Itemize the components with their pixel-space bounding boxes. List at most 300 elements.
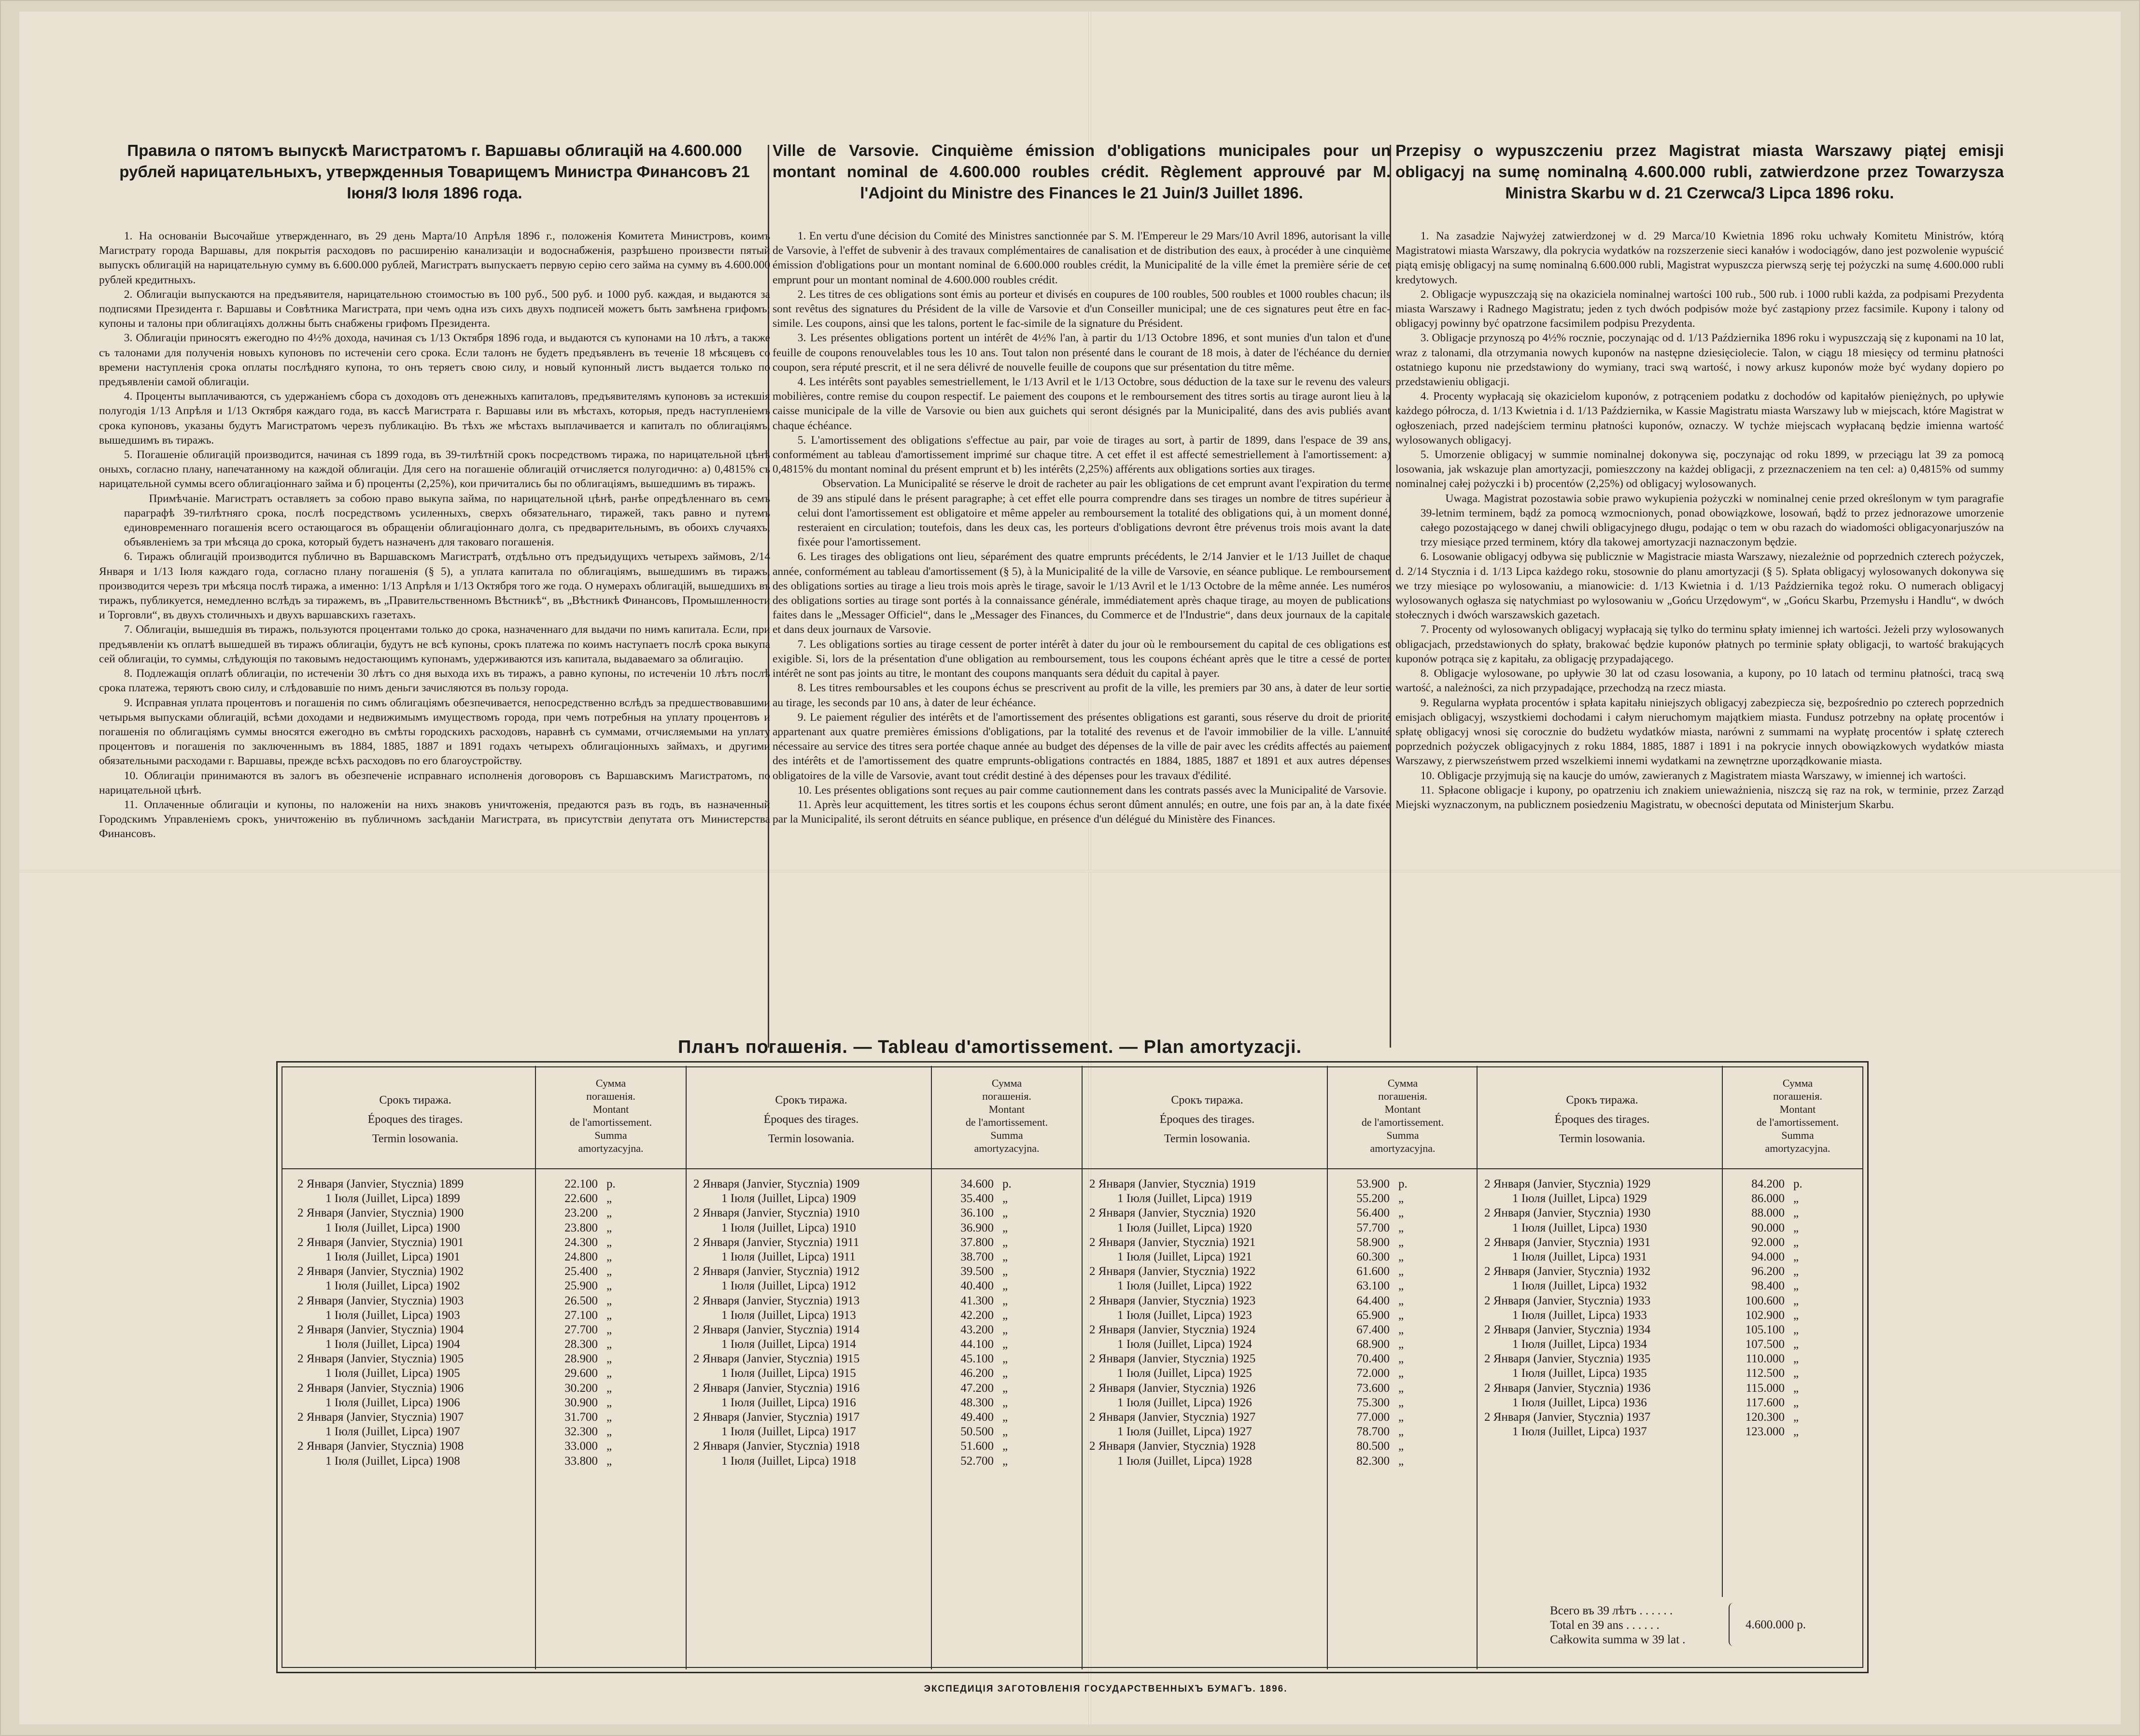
amount-value: 90.000 xyxy=(1751,1221,1785,1234)
amount-value: 29.600 xyxy=(564,1367,598,1380)
paragraph: 1. En vertu d'une décision du Comité des Ministres sanctionnée par S. M. l'Empereur le 29 Mars/10 Avril 1896, autorisant la ville de Varsovie, à l'effet de subvenir à des travaux complémentaires de canalisation et de distribution des eaux, à procéder à une cinquième émission d'obligations pour un montant nominal de 6.600.000 roubles crédit, la Municipalité de la ville émet la première série de cet emprunt pour un montant nominal de 4.600.000 roubles crédit. xyxy=(773,230,1391,286)
draw-date-row: 1 Іюля (Juillet, Lipca) 1918 xyxy=(721,1454,856,1468)
total-amount: 4.600.000 р. xyxy=(1746,1618,1806,1631)
draw-date-row: 2 Января (Janvier, Stycznia) 1930 xyxy=(1484,1206,1651,1220)
amount-value: 24.300 xyxy=(564,1235,598,1249)
draw-date-row: 2 Января (Janvier, Stycznia) 1927 xyxy=(1089,1411,1256,1424)
draw-date-row: 1 Іюля (Juillet, Lipca) 1919 xyxy=(1117,1192,1252,1205)
amount-ditto: „ xyxy=(1398,1323,1404,1336)
header-line: amortyzacyjna. xyxy=(974,1142,1040,1154)
amortization-table-title: Планъ погашенія. — Tableau d'amortissement. — Plan amortyzacji. xyxy=(677,1037,1302,1057)
amount-value: 107.500 xyxy=(1745,1338,1785,1351)
amount-ditto: „ xyxy=(1398,1279,1404,1293)
amount-value: 25.400 xyxy=(564,1265,598,1278)
paragraph: 6. Les tirages des obligations ont lieu, séparément des quatre emprunts précédents, le 2/14 Janvier et le 1/13 Juillet de chaque année, conformément au tableau d'amortissement (§ 5), à la Municipalité de la ville de Varsovie, en séance publique. Le remboursement des obligations sorties au tirage a lieu trois mois après le tirage, savoir le 1/13 Avril et le 1/13 Octobre de la même année. Les numéros des obligations sorties au tirage sont portés à la connaissance générale, immédiatement après chaque tirage, au moyen de publications faites dans le „Messager Officiel“, dans le „Messager des Finances, du Commerce et de l'Industrie“, dans deux journaux de la capitale et dans deux journaux de Varsovie. xyxy=(773,550,1391,636)
amount-ditto: „ xyxy=(1793,1425,1799,1439)
header-line: погашенія. xyxy=(1378,1090,1427,1102)
draw-date-row: 1 Іюля (Juillet, Lipca) 1913 xyxy=(721,1308,856,1322)
amount-ditto: „ xyxy=(1002,1367,1008,1380)
draw-date-row: 1 Іюля (Juillet, Lipca) 1902 xyxy=(325,1279,460,1293)
paragraph: 7. Les obligations sorties au tirage cessent de porter intérêt à dater du jour où le remboursement du capital de ces obligations est exigible. Si, lors de la présentation d'une obligation au remboursement, tous les coupons échéant après que le titre a cessé de porter intérêt ne sont pas joints au titre, le montant des coupons manquants sera déduit du capital à payer. xyxy=(773,638,1391,680)
amount-ditto: „ xyxy=(1398,1294,1404,1307)
draw-date-row: 2 Января (Janvier, Stycznia) 1936 xyxy=(1484,1381,1651,1395)
amount-ditto: „ xyxy=(1793,1411,1799,1424)
amount-value: 63.100 xyxy=(1356,1279,1390,1293)
draw-date-row: 2 Января (Janvier, Stycznia) 1929 xyxy=(1484,1177,1651,1190)
header-line: Сумма xyxy=(1387,1077,1418,1089)
paragraph: 6. Losowanie obligacyj odbywa się publicznie w Magistracie miasta Warszawy, niezależnie od poprzednich czterech pożyczek, d. 2/14 Stycznia i d. 1/13 Lipca każdego roku, stosownie do planu amortyzacji (§ 5). Spłata obligacyj wylosowanych dokonywa się we trzy miesiące po wylosowaniu, a mianowicie: d. 1/13 Kwietnia i d. 1/13 Października tegoż roku. O numerach obligacyj wylosowanych ogłasza się natychmiast po wylosowaniu w „Gońcu Urzędowym“, w „Gońcu Skarbu, Przemysłu i Handlu“, w dwóch stołecznych i dwóch warszawskich gazetach. xyxy=(1395,550,2004,622)
draw-date-row: 1 Іюля (Juillet, Lipca) 1899 xyxy=(325,1192,460,1205)
amount-value: 42.200 xyxy=(960,1308,994,1322)
draw-date-row: 1 Іюля (Juillet, Lipca) 1927 xyxy=(1117,1425,1252,1439)
amount-value: 68.900 xyxy=(1356,1338,1390,1351)
amount-value: 102.900 xyxy=(1745,1308,1785,1322)
amount-ditto: „ xyxy=(606,1279,612,1293)
amount-unit: р. xyxy=(606,1177,616,1190)
header-line: Срокъ тиража. xyxy=(379,1094,451,1106)
amount-value: 115.000 xyxy=(1746,1381,1785,1395)
amount-ditto: „ xyxy=(606,1338,612,1351)
draw-date-row: 2 Января (Janvier, Stycznia) 1907 xyxy=(297,1411,464,1424)
amount-value: 46.200 xyxy=(960,1367,994,1380)
paragraph: 2. Облигаціи выпускаются на предъявителя, нарицательною стоимостью въ 100 руб., 500 руб. и 1000 руб. каждая, и выдаются за подписями Президента г. Варшавы и Совѣтника Магистрата, при чемъ одна изъ сихъ двухъ подписей можетъ быть замѣнена грифомъ; купоны и талоны при облигаціяхъ должны быть снабжены грифомъ Президента. xyxy=(99,288,770,330)
amount-value: 45.100 xyxy=(960,1352,994,1366)
paragraph: 11. Après leur acquittement, les titres sortis et les coupons échus seront dûment annulés; en outre, une fois par an, à la date fixée par la Municipalité, ils seront détruits en séance publique, en présence d'un délégué du Ministère des Finances. xyxy=(773,798,1391,826)
total-label-fr: Total en 39 ans . . . . . . xyxy=(1550,1619,1660,1632)
draw-date-row: 2 Января (Janvier, Stycznia) 1900 xyxy=(297,1206,464,1220)
draw-date-row: 1 Іюля (Juillet, Lipca) 1903 xyxy=(325,1308,460,1322)
amount-value: 92.000 xyxy=(1751,1235,1785,1249)
draw-date-row: 2 Января (Janvier, Stycznia) 1914 xyxy=(693,1323,860,1336)
amount-ditto: „ xyxy=(1793,1235,1799,1249)
paragraph: 5. L'amortissement des obligations s'effectue au pair, par voie de tirages au sort, à partir de 1899, dans l'espace de 39 ans, conformément au tableau d'amortissement imprimé sur chaque titre. A cet effet il est affecté semestriellement à l'amortissement: a) 0,4815% du montant nominal du présent emprunt et b) les intérêts (2,25%) afférents aux obligations sorties aux tirages. xyxy=(773,434,1391,476)
draw-date-row: 1 Іюля (Juillet, Lipca) 1905 xyxy=(325,1367,460,1380)
draw-date-row: 1 Іюля (Juillet, Lipca) 1924 xyxy=(1117,1338,1252,1351)
draw-date-row: 2 Января (Janvier, Stycznia) 1925 xyxy=(1089,1352,1256,1366)
draw-date-row: 2 Января (Janvier, Stycznia) 1923 xyxy=(1089,1294,1256,1307)
amount-value: 117.600 xyxy=(1746,1396,1785,1409)
amount-ditto: „ xyxy=(1398,1265,1404,1278)
draw-date-row: 2 Января (Janvier, Stycznia) 1916 xyxy=(693,1381,860,1395)
draw-date-row: 1 Іюля (Juillet, Lipca) 1931 xyxy=(1512,1250,1647,1263)
amount-value: 88.000 xyxy=(1751,1206,1785,1220)
amount-ditto: „ xyxy=(1398,1221,1404,1234)
amount-ditto: „ xyxy=(1002,1235,1008,1249)
draw-date-row: 1 Іюля (Juillet, Lipca) 1930 xyxy=(1512,1221,1647,1234)
draw-date-row: 1 Іюля (Juillet, Lipca) 1915 xyxy=(721,1367,856,1380)
amount-ditto: „ xyxy=(1002,1425,1008,1439)
draw-date-row: 2 Января (Janvier, Stycznia) 1911 xyxy=(693,1235,859,1249)
amount-value: 123.000 xyxy=(1745,1425,1785,1439)
amount-ditto: „ xyxy=(606,1440,612,1453)
amount-ditto: „ xyxy=(1793,1279,1799,1293)
note-paragraph: Примѣчаніе. Магистратъ оставляетъ за собою право выкупа займа, по нарицательной цѣнѣ, ранѣе опредѣленнаго въ семъ параграфѣ 39-тилѣтняго срока, послѣ посредствомъ усиленныхъ, сверхъ обязательнаго, тиражей, такъ равно и путемъ единовременнаго погашенія всего остающагося въ обращеніи облигаціоннаго долга, съ предварительнымъ, въ обоихъ случаяхъ, объявленіемъ за три мѣсяца до срока, который будетъ назначенъ для таковаго погашенія. xyxy=(124,492,770,549)
amount-value: 25.900 xyxy=(564,1279,598,1293)
amount-ditto: „ xyxy=(1002,1440,1008,1453)
paragraph: 4. Проценты выплачиваются, съ удержаніемъ сбора съ доходовъ отъ денежныхъ капиталовъ, предъявителямъ купоновъ за истекшія полугодія 1/13 Апрѣля и 1/13 Октября каждаго года, въ кассѣ Магистрата г. Варшавы или въ мѣстахъ, которыя, предъ наступленіемъ срока купоновъ, указаны будутъ Магистратомъ черезъ публикацію. Въ тѣхъ же мѣстахъ выплачивается и капиталъ по облигаціямъ, вышедшимъ въ тиражъ. xyxy=(99,390,770,447)
header-line: Époques des tirages. xyxy=(1159,1113,1255,1126)
amount-value: 40.400 xyxy=(960,1279,994,1293)
amount-value: 27.100 xyxy=(564,1308,598,1322)
header-line: погашенія. xyxy=(982,1090,1031,1102)
header-line: Termin losowania. xyxy=(1559,1133,1646,1145)
draw-date-row: 2 Января (Janvier, Stycznia) 1934 xyxy=(1484,1323,1651,1336)
amount-value: 82.300 xyxy=(1356,1454,1390,1468)
draw-date-row: 1 Іюля (Juillet, Lipca) 1920 xyxy=(1117,1221,1252,1234)
amount-ditto: „ xyxy=(1793,1396,1799,1409)
printer-imprint: ЭКСПЕДИЦІЯ ЗАГОТОВЛЕНІЯ ГОСУДАРСТВЕННЫХЪ БУМАГЪ. 1896. xyxy=(924,1684,1288,1694)
header-line: de l'amortissement. xyxy=(1361,1116,1444,1128)
draw-date-row: 1 Іюля (Juillet, Lipca) 1921 xyxy=(1117,1250,1252,1263)
paragraph: 11. Spłacone obligacje i kupony, po opatrzeniu ich znakiem unieważnienia, niszczą się raz na rok, w terminie, przez Zarząd Miejski wyznaczonym, na publicznem posiedzeniu Magistratu, w obecności deputata od Ministerjum Skarbu. xyxy=(1395,784,2004,811)
amount-ditto: „ xyxy=(1398,1367,1404,1380)
amount-ditto: „ xyxy=(1398,1440,1404,1453)
paragraph: 2. Obligacje wypuszczają się na okaziciela nominalnej wartości 100 rub., 500 rub. i 1000 rubli każda, za podpisami Prezydenta miasta Warszawy i Radnego Magistratu; jeden z tych dwóch podpisów może być zastąpiony przez facsimile. Kupony i talony od obligacyj powinny być opatrzone facsimilem podpisu Prezydenta. xyxy=(1395,288,2004,330)
paragraph: 10. Les présentes obligations sont reçues au pair comme cautionnement dans les contrats passés avec la Municipalité de Varsovie. xyxy=(797,784,1387,797)
paragraph: 10. Obligacje przyjmują się na kaucje do umów, zawieranych z Magistratem miasta Warszawy, w imiennej ich wartości. xyxy=(1420,769,1966,782)
amount-ditto: „ xyxy=(1793,1192,1799,1205)
note-paragraph: Observation. La Municipalité se réserve le droit de racheter au pair les obligations de cet emprunt avant l'expiration du terme de 39 ans stipulé dans le présent paragraphe; à cet effet elle pourra comprendre dans ses tirages un nombre de titres supérieur à celui dont l'amortissement est obligatoire et même appeler au remboursement la totalité des obligations qui, à un moment donné, resteraient en circulation; toutefois, dans les deux cas, les porteurs d'obligations devront être prévenus trois mois avant la date fixée pour l'amortissement. xyxy=(797,477,1391,549)
draw-date-row: 1 Іюля (Juillet, Lipca) 1922 xyxy=(1117,1279,1252,1293)
amount-ditto: „ xyxy=(1793,1367,1799,1380)
draw-date-row: 2 Января (Janvier, Stycznia) 1906 xyxy=(297,1381,464,1395)
amount-ditto: „ xyxy=(1002,1294,1008,1307)
draw-date-row: 1 Іюля (Juillet, Lipca) 1916 xyxy=(721,1396,856,1409)
amount-ditto: „ xyxy=(606,1352,612,1366)
amount-value: 23.200 xyxy=(564,1206,598,1220)
amount-value: 120.300 xyxy=(1745,1411,1785,1424)
amount-value: 34.600 xyxy=(960,1177,994,1190)
amount-value: 43.200 xyxy=(960,1323,994,1336)
header-line: Сумма xyxy=(991,1077,1022,1089)
paragraph: 9. Исправная уплата процентовъ и погашенія по симъ облигаціямъ обезпечивается, непосредственно вслѣдъ за предшествовавшими четырьмя выпусками облигацій, всѣми доходами и недвижимымъ имуществомъ города, при чемъ потребныя на уплату процентовъ и погашенія по облигаціямъ суммы вносятся ежегодно въ смѣты городскихъ расходовъ, наравнѣ съ суммами, отчисляемыми на уплату процентовъ и погашенія по заключеннымъ въ 1884, 1885, 1887 и 1891 годахъ четырехъ облигаціонныхъ займахъ, и другими обязательными расходами г. Варшавы, прежде всѣхъ расходовъ по его благоустройству. xyxy=(99,696,770,768)
draw-date-row: 2 Января (Janvier, Stycznia) 1908 xyxy=(297,1440,464,1453)
amount-value: 72.000 xyxy=(1356,1367,1390,1380)
header-line: Montant xyxy=(592,1103,629,1115)
header-line: de l'amortissement. xyxy=(1756,1116,1839,1128)
amount-value: 57.700 xyxy=(1356,1221,1390,1234)
header-line: Termin losowania. xyxy=(372,1133,459,1145)
amount-value: 47.200 xyxy=(960,1381,994,1395)
header-line: Summa xyxy=(990,1129,1023,1141)
draw-date-row: 2 Января (Janvier, Stycznia) 1909 xyxy=(693,1177,860,1190)
amount-ditto: „ xyxy=(606,1265,612,1278)
total-label-pl: Całkowita summa w 39 lat . xyxy=(1550,1633,1686,1646)
amount-ditto: „ xyxy=(1002,1338,1008,1351)
amount-ditto: „ xyxy=(1002,1192,1008,1205)
amount-value: 61.600 xyxy=(1356,1265,1390,1278)
draw-date-row: 1 Іюля (Juillet, Lipca) 1923 xyxy=(1117,1308,1252,1322)
amount-unit: р. xyxy=(1002,1177,1012,1190)
header-line: Summa xyxy=(1781,1129,1814,1141)
amount-value: 30.900 xyxy=(564,1396,598,1409)
draw-date-row: 1 Іюля (Juillet, Lipca) 1928 xyxy=(1117,1454,1252,1468)
header-line: de l'amortissement. xyxy=(569,1116,652,1128)
draw-date-row: 2 Января (Janvier, Stycznia) 1902 xyxy=(297,1265,464,1278)
draw-date-row: 2 Января (Janvier, Stycznia) 1926 xyxy=(1089,1381,1256,1395)
draw-date-row: 1 Іюля (Juillet, Lipca) 1925 xyxy=(1117,1367,1252,1380)
paragraph: 10. Облигаціи принимаются въ залогъ въ обезпеченіе исправнаго исполненія договоровъ съ Варшавскимъ Магистратомъ, по нарицательной цѣнѣ. xyxy=(99,769,770,797)
amount-value: 51.600 xyxy=(960,1440,994,1453)
header-line: de l'amortissement. xyxy=(965,1116,1048,1128)
paragraph: 8. Les titres remboursables et les coupons échus se prescrivent au profit de la ville, les premiers par 30 ans, à dater de leur sortie au tirage, les seconds par 10 ans, à dater de leur échéance. xyxy=(773,682,1391,709)
header-line: Termin losowania. xyxy=(1164,1133,1251,1145)
amount-value: 77.000 xyxy=(1356,1411,1390,1424)
draw-date-row: 1 Іюля (Juillet, Lipca) 1929 xyxy=(1512,1192,1647,1205)
paragraph: 8. Подлежащія оплатѣ облигаціи, по истеченіи 30 лѣтъ со дня выхода ихъ въ тиражъ, а равно купоны, по истеченіи 10 лѣтъ послѣ срока платежа, теряютъ свою силу, и слѣдовавшіе по нимъ деньги зачисляются въ пользу города. xyxy=(99,667,770,695)
amount-ditto: „ xyxy=(1398,1381,1404,1395)
amount-value: 28.300 xyxy=(564,1338,598,1351)
draw-date-row: 1 Іюля (Juillet, Lipca) 1907 xyxy=(325,1425,460,1439)
paragraph: 4. Les intérêts sont payables semestriellement, le 1/13 Avril et le 1/13 Octobre, sous déduction de la taxe sur le revenu des valeurs mobilières, contre remise du coupon respectif. Le paiement des coupons et le remboursement des titres sortis au tirage auront lieu à la caisse municipale de la ville de Varsovie ou bien aux guichets qui seront désignés par la Municipalité, dans des avis publiés avant chaque échéance. xyxy=(773,376,1391,432)
amount-ditto: „ xyxy=(1398,1396,1404,1409)
amount-ditto: „ xyxy=(1002,1411,1008,1424)
amount-ditto: „ xyxy=(1793,1294,1799,1307)
amount-ditto: „ xyxy=(1793,1381,1799,1395)
draw-date-row: 2 Января (Janvier, Stycznia) 1928 xyxy=(1089,1440,1256,1453)
amount-ditto: „ xyxy=(1002,1381,1008,1395)
header-line: amortyzacyjna. xyxy=(1370,1142,1436,1154)
paragraph: 3. Les présentes obligations portent un intérêt de 4½% l'an, à partir du 1/13 Octobre 1896, et sont munies d'un talon et d'une feuille de coupons renouvelables tous les 10 ans. Tout talon non présenté dans le courant de 18 mois, à dater de l'échéance du dernier coupon, sera réputé prescrit, et il ne sera délivré de nouvelle feuille de coupons que sur présentation du titre même. xyxy=(773,332,1391,374)
paragraph: 1. На основаніи Высочайше утвержденнаго, въ 29 день Марта/10 Апрѣля 1896 г., положенія Комитета Министровъ, коимъ Магистрату города Варшавы, для покрытія расходовъ по расширенію канализаціи и водоснабженія, разрѣшено произвести пятый выпускъ облигацій на нарицательную сумму въ 6.600.000 рублей, Магистратъ выпускаетъ первую серію сего займа на сумму въ 4.600.000 рублей кредитныхъ. xyxy=(99,230,770,286)
amount-ditto: „ xyxy=(1002,1454,1008,1468)
amount-value: 73.600 xyxy=(1356,1381,1390,1395)
amount-ditto: „ xyxy=(1793,1323,1799,1336)
amount-value: 50.500 xyxy=(960,1425,994,1439)
amount-value: 22.600 xyxy=(564,1192,598,1205)
amount-ditto: „ xyxy=(1793,1265,1799,1278)
amount-ditto: „ xyxy=(606,1206,612,1220)
paragraph: 3. Облигаціи приносятъ ежегодно по 4½% дохода, начиная съ 1/13 Октября 1896 года, и выдаются съ купонами на 10 лѣтъ, а также съ талонами для полученія новыхъ купоновъ по истеченіи сего срока. Если талонъ не будетъ предъявленъ въ теченіе 18 мѣсяцевъ со времени наступленія срока оплаты послѣдняго купона, то онъ теряетъ свою силу, и новый купонный листъ выдается только по предъявленіи самой облигаціи. xyxy=(99,332,770,389)
header-line: Montant xyxy=(988,1103,1025,1115)
amount-value: 38.700 xyxy=(960,1250,994,1263)
draw-date-row: 1 Іюля (Juillet, Lipca) 1932 xyxy=(1512,1279,1647,1293)
amount-ditto: „ xyxy=(1002,1206,1008,1220)
header-line: amortyzacyjna. xyxy=(1765,1142,1830,1154)
draw-date-row: 1 Іюля (Juillet, Lipca) 1935 xyxy=(1512,1367,1647,1380)
amount-value: 60.300 xyxy=(1356,1250,1390,1263)
header-line: Срокъ тиража. xyxy=(1566,1094,1638,1106)
polish-title: Przepisy o wypuszczeniu przez Magistrat miasta Warszawy piątej emisji obligacyj na sumę nominalną 4.600.000 rubli, zatwierdzone przez Towarzysza Ministra Skarbu w d. 21 Czerwca/3 Lipca 1896 roku. xyxy=(1395,141,2004,202)
russian-title: Правила о пятомъ выпускѣ Магистратомъ г. Варшавы облигацій на 4.600.000 рублей нарицательныхъ, утвержденныя Товарищемъ Министра Финансовъ 21 Іюня/3 Іюля 1896 года. xyxy=(119,141,750,202)
amount-value: 24.800 xyxy=(564,1250,598,1263)
amount-ditto: „ xyxy=(606,1411,612,1424)
amount-value: 31.700 xyxy=(564,1411,598,1424)
draw-date-row: 1 Іюля (Juillet, Lipca) 1904 xyxy=(325,1338,460,1351)
amount-ditto: „ xyxy=(1398,1250,1404,1263)
amount-value: 39.500 xyxy=(960,1265,994,1278)
amount-ditto: „ xyxy=(1793,1352,1799,1366)
amount-ditto: „ xyxy=(1398,1308,1404,1322)
amount-value: 22.100 xyxy=(564,1177,598,1190)
draw-date-row: 2 Января (Janvier, Stycznia) 1921 xyxy=(1089,1235,1256,1249)
draw-date-row: 2 Января (Janvier, Stycznia) 1924 xyxy=(1089,1323,1256,1336)
amount-ditto: „ xyxy=(1793,1338,1799,1351)
amount-ditto: „ xyxy=(606,1425,612,1439)
amount-value: 86.000 xyxy=(1751,1192,1785,1205)
draw-date-row: 1 Іюля (Juillet, Lipca) 1908 xyxy=(325,1454,460,1468)
amount-ditto: „ xyxy=(1398,1206,1404,1220)
header-line: Époques des tirages. xyxy=(1554,1113,1650,1126)
amount-value: 56.400 xyxy=(1356,1206,1390,1220)
amount-value: 53.900 xyxy=(1356,1177,1390,1190)
amount-value: 30.200 xyxy=(564,1381,598,1395)
draw-date-row: 1 Іюля (Juillet, Lipca) 1937 xyxy=(1512,1425,1647,1439)
amount-ditto: „ xyxy=(1002,1265,1008,1278)
draw-date-row: 1 Іюля (Juillet, Lipca) 1934 xyxy=(1512,1338,1647,1351)
paragraph: 7. Procenty od wylosowanych obligacyj wypłacają się tylko do terminu spłaty imiennej ich wartości. Jeżeli przy wylosowanych obligacjach, przedstawionych do spłaty, brakować będzie kuponów płatnych po terminie spłaty obligacji, to wartość brakujących kuponów potrąca się z kapitału, za obligację przypadającego. xyxy=(1395,623,2004,665)
amount-ditto: „ xyxy=(606,1381,612,1395)
amount-ditto: „ xyxy=(1002,1279,1008,1293)
draw-date-row: 2 Января (Janvier, Stycznia) 1932 xyxy=(1484,1265,1651,1278)
amount-ditto: „ xyxy=(1002,1250,1008,1263)
amount-value: 64.400 xyxy=(1356,1294,1390,1307)
amount-ditto: „ xyxy=(1398,1352,1404,1366)
paragraph: 8. Obligacje wylosowane, po upływie 30 lat od czasu losowania, a kupony, po 10 latach od terminu płatności, tracą swą wartość, a należności, za nich przypadające, przechodzą na rzecz miasta. xyxy=(1395,667,2004,695)
amount-value: 55.200 xyxy=(1356,1192,1390,1205)
draw-date-row: 1 Іюля (Juillet, Lipca) 1914 xyxy=(721,1338,856,1351)
amount-ditto: „ xyxy=(1793,1308,1799,1322)
draw-date-row: 1 Іюля (Juillet, Lipca) 1910 xyxy=(721,1221,856,1234)
draw-date-row: 1 Іюля (Juillet, Lipca) 1900 xyxy=(325,1221,460,1234)
amount-ditto: „ xyxy=(606,1250,612,1263)
draw-date-row: 2 Января (Janvier, Stycznia) 1937 xyxy=(1484,1411,1651,1424)
amount-ditto: „ xyxy=(606,1221,612,1234)
amount-ditto: „ xyxy=(606,1235,612,1249)
draw-date-row: 2 Января (Janvier, Stycznia) 1918 xyxy=(693,1440,860,1453)
amount-value: 36.900 xyxy=(960,1221,994,1234)
amount-value: 80.500 xyxy=(1356,1440,1390,1453)
draw-date-row: 1 Іюля (Juillet, Lipca) 1926 xyxy=(1117,1396,1252,1409)
paragraph: 1. Na zasadzie Najwyżej zatwierdzonej w d. 29 Marca/10 Kwietnia 1896 roku uchwały Komitetu Ministrów, którą Magistratowi miasta Warszawy, dla pokrycia wydatków na rozszerzenie sieci kanałów i wodociągów, dano jest pozwolenie wypuścić piątą emisję obligacyj na sumę nominalną 6.600.000 rubli, Magistrat wypuszcza pierwszą serję tej pożyczki na sumę 4.600.000 rubli kredytowych. xyxy=(1395,230,2004,286)
amount-ditto: „ xyxy=(606,1294,612,1307)
header-line: Montant xyxy=(1384,1103,1421,1115)
amount-value: 70.400 xyxy=(1356,1352,1390,1366)
draw-date-row: 1 Іюля (Juillet, Lipca) 1933 xyxy=(1512,1308,1647,1322)
draw-date-row: 1 Іюля (Juillet, Lipca) 1917 xyxy=(721,1425,856,1439)
amount-value: 75.300 xyxy=(1356,1396,1390,1409)
paragraph: 9. Le paiement régulier des intérêts et de l'amortissement des présentes obligations est garanti, sous réserve du droit de priorité appartenant aux quatre premières émissions d'obligations, par la totalité des revenus et de l'avoir immobilier de la ville. L'annuité nécessaire au service des titres sera portée chaque année au budget des dépenses de la ville de pair avec les crédits affectés au paiement des intérêts et de l'amortissement des quatre emprunts-obligations contractés en 1884, 1885, 1887 et 1891 et aux autres dépenses obligatoires de la ville de Varsovie, avant tout crédit destiné à des dépenses pour les travaux d'édilité. xyxy=(773,711,1391,782)
paragraph: 5. Umorzenie obligacyj w summie nominalnej dokonywa się, poczynając od roku 1899, w przeciągu lat 39 za pomocą losowania, jak wskazuje plan amortyzacji, pomieszczony na każdej obligacji, z przeznaczeniem na ten cel: a) 0,4815% od summy nominalnej całej pożyczki i b) procentów (2,25%) od obligacyj wylosowanych. xyxy=(1395,448,2004,490)
amount-ditto: „ xyxy=(1002,1323,1008,1336)
amount-value: 105.100 xyxy=(1745,1323,1785,1336)
french-title: Ville de Varsovie. Cinquième émission d'obligations municipales pour un montant nominal de 4.600.000 roubles crédit. Règlement approuvé par M. l'Adjoint du Ministre des Finances le 21 Juin/3 Juillet 1896. xyxy=(773,141,1391,202)
amount-ditto: „ xyxy=(1793,1206,1799,1220)
amount-unit: р. xyxy=(1398,1177,1408,1190)
amount-ditto: „ xyxy=(606,1367,612,1380)
paragraph: 4. Procenty wypłacają się okazicielom kuponów, z potrąceniem podatku z dochodów od kapitałów pieniężnych, po upływie każdego półrocza, d. 1/13 Kwietnia i d. 1/13 Października, w Kassie Magistratu miasta Warszawy lub w miejscach, które Magistrat w ogłoszeniach, przed nadejściem terminu płatności kuponów, oznaczy. W tychże miejscach wypłacaną będzie imienna wartość wylosowanych obligacyj. xyxy=(1395,390,2004,447)
draw-date-row: 2 Января (Janvier, Stycznia) 1913 xyxy=(693,1294,860,1307)
paragraph: 7. Облигаціи, вышедшія въ тиражъ, пользуются процентами только до срока, назначеннаго для выдачи по нимъ капитала. Если, при предъявленіи къ оплатѣ вышедшей въ тиражъ облигаціи, будутъ не всѣ купоны, срокъ платежа по коимъ наступаетъ послѣ срока выкупа сей облигаціи, то суммы, слѣдующія по таковымъ недостающимъ купонамъ, удерживаются изъ капитала, выдаваемаго за облигацію. xyxy=(99,623,770,665)
amount-ditto: „ xyxy=(1793,1221,1799,1234)
amount-ditto: „ xyxy=(1398,1425,1404,1439)
amount-ditto: „ xyxy=(1398,1411,1404,1424)
draw-date-row: 2 Января (Janvier, Stycznia) 1905 xyxy=(297,1352,464,1366)
draw-date-row: 1 Іюля (Juillet, Lipca) 1909 xyxy=(721,1192,856,1205)
amount-value: 67.400 xyxy=(1356,1323,1390,1336)
draw-date-row: 1 Іюля (Juillet, Lipca) 1912 xyxy=(721,1279,856,1293)
amount-value: 44.100 xyxy=(960,1338,994,1351)
paragraph: 9. Regularna wypłata procentów i spłata kapitału niniejszych obligacyj zabezpiecza się, bezpośrednio po czterech poprzednich emisjach obligacyj, wszystkiemi dochodami i całym nieruchomym majątkiem miasta. Fundusz potrzebny na opłatę procentów i spłatę obligacyj wnosi się corocznie do budżetu wydatków miasta, narówni z summami na wypłatę procentów i spłatę czterech poprzednich pożyczek obligacyjnych z roku 1884, 1885, 1887 i 1891 i na pokrycie innych obowiązkowych wydatków miasta Warszawy, z pierwszeństwem przed wszelkiemi innemi wydatkami na zewnętrzne uporządkowanie miasta. xyxy=(1395,696,2004,768)
header-line: Époques des tirages. xyxy=(367,1113,463,1126)
amount-value: 58.900 xyxy=(1356,1235,1390,1249)
draw-date-row: 2 Января (Janvier, Stycznia) 1910 xyxy=(693,1206,860,1220)
amount-value: 65.900 xyxy=(1356,1308,1390,1322)
amount-value: 28.900 xyxy=(564,1352,598,1366)
draw-date-row: 1 Іюля (Juillet, Lipca) 1906 xyxy=(325,1396,460,1409)
amount-value: 84.200 xyxy=(1751,1177,1785,1190)
amount-ditto: „ xyxy=(606,1308,612,1322)
draw-date-row: 2 Января (Janvier, Stycznia) 1904 xyxy=(297,1323,464,1336)
draw-date-row: 2 Января (Janvier, Stycznia) 1920 xyxy=(1089,1206,1256,1220)
draw-date-row: 1 Іюля (Juillet, Lipca) 1936 xyxy=(1512,1396,1647,1409)
draw-date-row: 2 Января (Janvier, Stycznia) 1935 xyxy=(1484,1352,1651,1366)
header-line: Époques des tirages. xyxy=(763,1113,859,1126)
header-line: погашенія. xyxy=(1773,1090,1822,1102)
amount-value: 26.500 xyxy=(564,1294,598,1307)
amount-value: 52.700 xyxy=(960,1454,994,1468)
header-line: Summa xyxy=(1386,1129,1419,1141)
header-line: Срокъ тиража. xyxy=(775,1094,847,1106)
header-line: Сумма xyxy=(595,1077,626,1089)
amount-value: 32.300 xyxy=(564,1425,598,1439)
amount-value: 33.000 xyxy=(564,1440,598,1453)
note-paragraph: Uwaga. Magistrat pozostawia sobie prawo wykupienia pożyczki w nominalnej cenie przed określonym w tym paragrafie 39-letnim terminem, bądź za pomocą wzmocnionych, ponad obowiązkowe, losowań, bądź to przez jednorazowe umorzenie całego pozostającego w danej chwili obligacyjnego długu, podając o tem w obu razach do wiadomości obligacyonarjuszów na trzy miesiące przed terminem, który dla takowej amortyzacji naznaczonym będzie. xyxy=(1420,492,2004,549)
amount-value: 98.400 xyxy=(1751,1279,1785,1293)
header-line: Сумма xyxy=(1782,1077,1813,1089)
amount-value: 35.400 xyxy=(960,1192,994,1205)
draw-date-row: 2 Января (Janvier, Stycznia) 1919 xyxy=(1089,1177,1256,1190)
draw-date-row: 2 Января (Janvier, Stycznia) 1933 xyxy=(1484,1294,1651,1307)
draw-date-row: 1 Іюля (Juillet, Lipca) 1901 xyxy=(325,1250,460,1263)
amount-value: 27.700 xyxy=(564,1323,598,1336)
amount-value: 41.300 xyxy=(960,1294,994,1307)
paragraph: 11. Оплаченные облигаціи и купоны, по наложеніи на нихъ знаковъ уничтоженія, предаются разъ въ годъ, въ назначенный Городскимъ Управленіемъ срокъ, уничтоженію въ публичномъ засѣданіи Магистрата, въ присутствіи депутата отъ Министерства Финансовъ. xyxy=(99,798,770,840)
amount-value: 78.700 xyxy=(1356,1425,1390,1439)
amount-ditto: „ xyxy=(606,1323,612,1336)
amount-value: 112.500 xyxy=(1746,1367,1785,1380)
amount-ditto: „ xyxy=(606,1192,612,1205)
amount-ditto: „ xyxy=(606,1454,612,1468)
amount-value: 94.000 xyxy=(1751,1250,1785,1263)
header-line: Termin losowania. xyxy=(768,1133,855,1145)
amount-value: 110.000 xyxy=(1746,1352,1785,1366)
header-line: Montant xyxy=(1779,1103,1816,1115)
amount-unit: р. xyxy=(1793,1177,1802,1190)
amount-ditto: „ xyxy=(1398,1192,1404,1205)
draw-date-row: 2 Января (Janvier, Stycznia) 1903 xyxy=(297,1294,464,1307)
draw-date-row: 2 Января (Janvier, Stycznia) 1917 xyxy=(693,1411,860,1424)
amount-value: 96.200 xyxy=(1751,1265,1785,1278)
header-line: погашенія. xyxy=(586,1090,635,1102)
draw-date-row: 2 Января (Janvier, Stycznia) 1901 xyxy=(297,1235,464,1249)
amount-value: 36.100 xyxy=(960,1206,994,1220)
amount-ditto: „ xyxy=(1793,1250,1799,1263)
amount-ditto: „ xyxy=(1002,1352,1008,1366)
draw-date-row: 1 Іюля (Juillet, Lipca) 1911 xyxy=(721,1250,856,1263)
draw-date-row: 2 Января (Janvier, Stycznia) 1899 xyxy=(297,1177,464,1190)
paragraph: 3. Obligacje przynoszą po 4½% rocznie, poczynając od d. 1/13 Października 1896 roku i wypuszczają się z kuponami na 10 lat, wraz z talonami, dla otrzymania nowych kuponów na następne dziesięciolecie. Talon, w ciągu 18 miesięcy od terminu płatności ostatniego kuponu nie przedstawiony do wymiany, traci swą wartość, i nowy arkusz kuponów może być wydany dopiero po przedstawieniu obligacji. xyxy=(1395,332,2004,389)
paragraph: 5. Погашеніе облигацій производится, начиная съ 1899 года, въ 39-тилѣтній срокъ посредствомъ тиража, по нарицательной цѣнѣ оныхъ, согласно плану, напечатанному на каждой облигаціи. Для сего на погашеніе облигацій отчисляется полугодично: а) 0,4815% съ нарицательной суммы всего облигаціоннаго займа и б) проценты (2,25%), кои причитались бы по облигаціямъ, вышедшимъ въ тиражъ. xyxy=(99,448,770,490)
amount-value: 48.300 xyxy=(960,1396,994,1409)
amount-ditto: „ xyxy=(1002,1396,1008,1409)
draw-date-row: 2 Января (Janvier, Stycznia) 1915 xyxy=(693,1352,860,1366)
header-line: amortyzacyjna. xyxy=(578,1142,644,1154)
amount-ditto: „ xyxy=(606,1396,612,1409)
draw-date-row: 2 Января (Janvier, Stycznia) 1912 xyxy=(693,1265,860,1278)
draw-date-row: 2 Января (Janvier, Stycznia) 1931 xyxy=(1484,1235,1651,1249)
amount-ditto: „ xyxy=(1398,1454,1404,1468)
